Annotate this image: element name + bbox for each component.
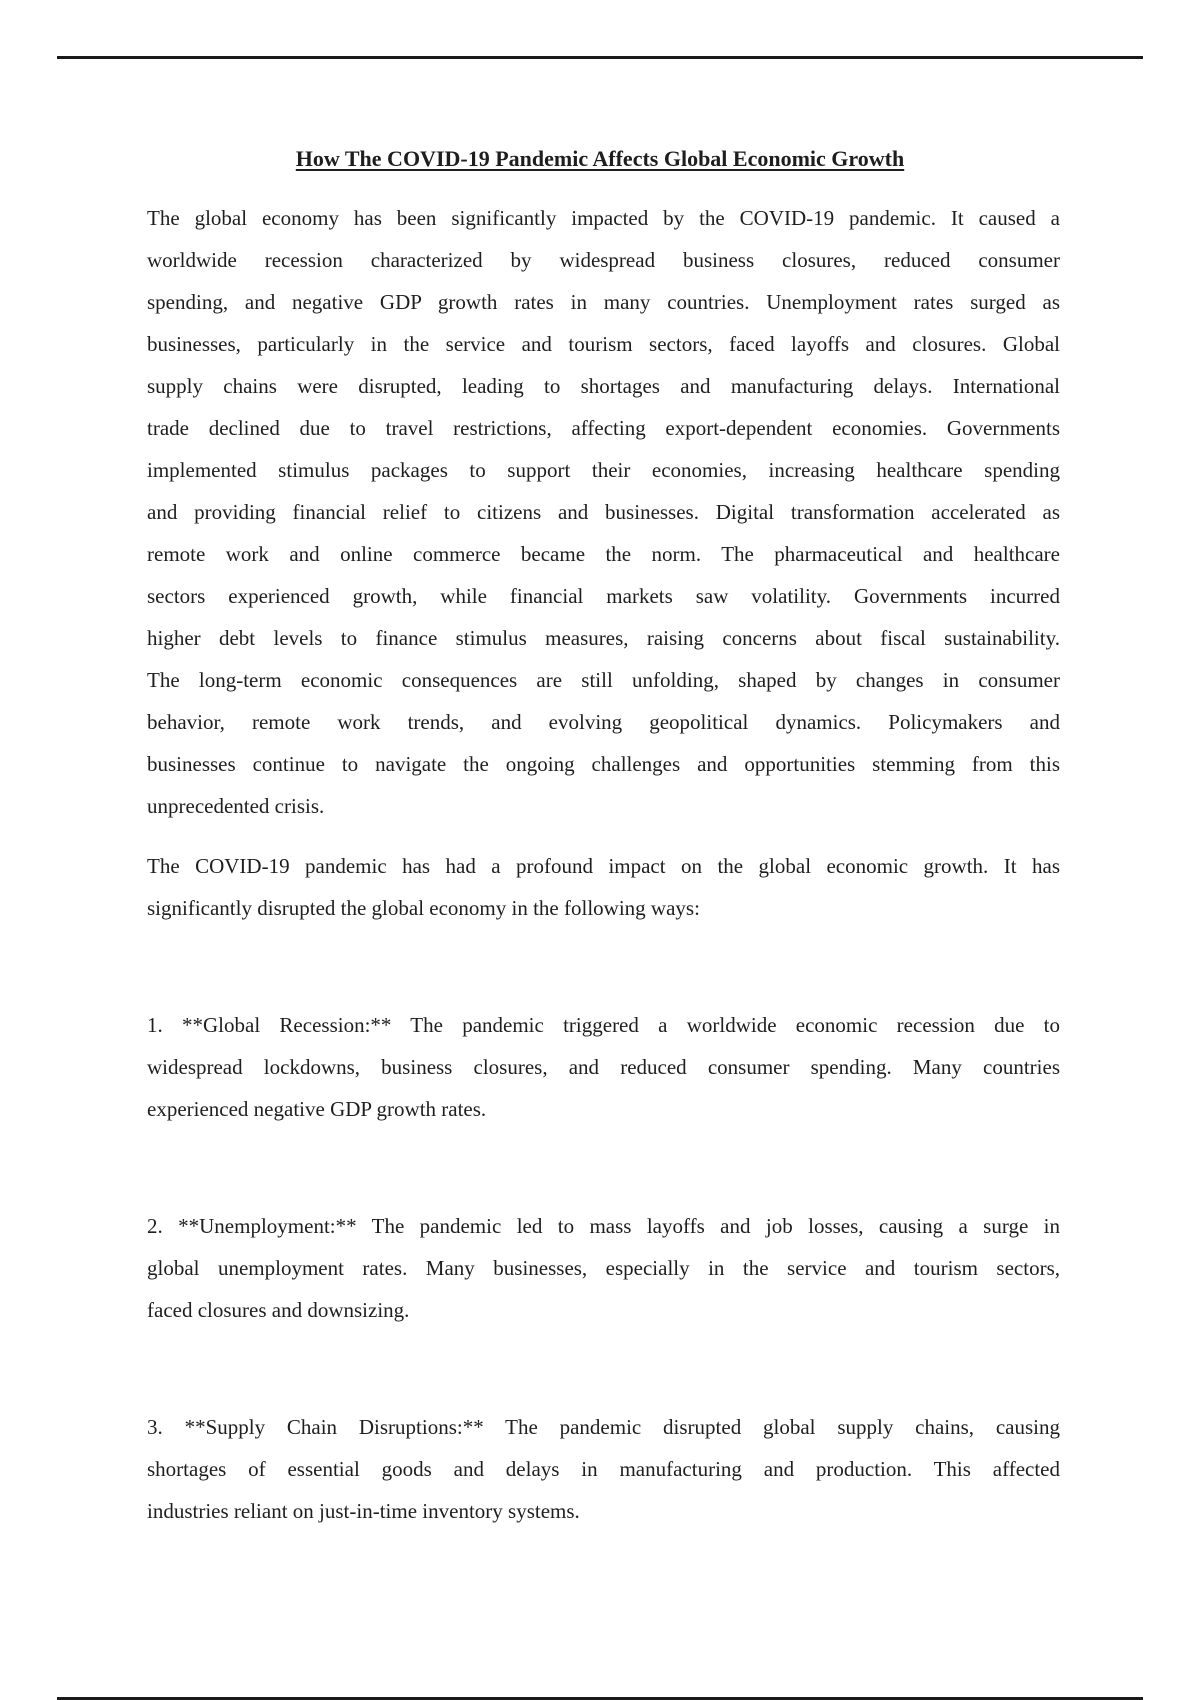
text-line: spending, and negative GDP growth rates in many countries. Unemployment rates surged as [147,290,1060,314]
list-item-unemployment [147,1205,1060,1331]
header-rule [57,56,1143,59]
text-line: and providing financial relief to citizens and businesses. Digital transformation accelerated as [147,500,1060,524]
text-line: trade declined due to travel restrictions, affecting export-dependent economies. Governments [147,416,1060,440]
intro-paragraph [147,197,1060,827]
text-line: businesses continue to navigate the ongoing challenges and opportunities stemming from this [147,752,1060,776]
text-line: sectors experienced growth, while financial markets saw volatility. Governments incurred [147,584,1060,608]
text-line: 2. **Unemployment:** The pandemic led to mass layoffs and job losses, causing a surge in [147,1214,1060,1238]
text-line: The COVID-19 pandemic has had a profound impact on the global economic growth. It has [147,854,1060,878]
text-line: shortages of essential goods and delays in manufacturing and production. This affected [147,1457,1060,1481]
text-line: The long-term economic consequences are still unfolding, shaped by changes in consumer [147,668,1060,692]
text-line: industries reliant on just-in-time inventory systems. [147,1499,580,1523]
text-line: significantly disrupted the global economy in the following ways: [147,896,700,920]
text-line: implemented stimulus packages to support their economies, increasing healthcare spending [147,458,1060,482]
text-line: 1. **Global Recession:** The pandemic triggered a worldwide economic recession due to [147,1013,1060,1037]
text-line: faced closures and downsizing. [147,1298,410,1322]
text-line: remote work and online commerce became the norm. The pharmaceutical and healthcare [147,542,1060,566]
text-line: businesses, particularly in the service and tourism sectors, faced layoffs and closures. Global [147,332,1060,356]
text-line: behavior, remote work trends, and evolving geopolitical dynamics. Policymakers and [147,710,1060,734]
text-line: higher debt levels to finance stimulus measures, raising concerns about fiscal sustainability. [147,626,1060,650]
list-item-supply-chain [147,1406,1060,1532]
text-line: experienced negative GDP growth rates. [147,1097,487,1121]
text-line: global unemployment rates. Many businesses, especially in the service and tourism sectors, [147,1256,1060,1280]
text-line: worldwide recession characterized by widespread business closures, reduced consumer [147,248,1060,272]
text-line: supply chains were disrupted, leading to shortages and manufacturing delays. International [147,374,1060,398]
text-line: widespread lockdowns, business closures, and reduced consumer spending. Many countries [147,1055,1060,1079]
document-title: How The COVID-19 Pandemic Affects Global Economic Growth [295,146,905,171]
text-line: 3. **Supply Chain Disruptions:** The pandemic disrupted global supply chains, causing [147,1415,1060,1439]
text-line: unprecedented crisis. [147,794,325,818]
summary-paragraph [147,845,1060,929]
text-line: The global economy has been significantly impacted by the COVID-19 pandemic. It caused a [147,206,1060,230]
list-item-global-recession [147,1004,1060,1130]
